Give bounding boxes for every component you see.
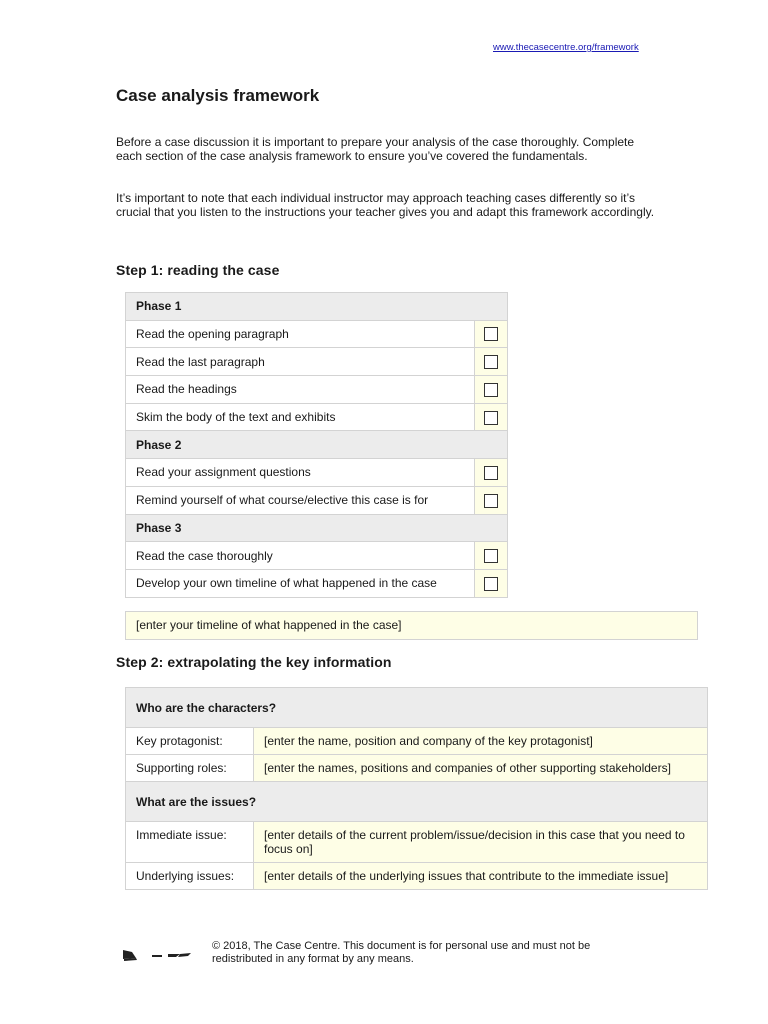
- checkbox[interactable]: [484, 383, 498, 397]
- case-centre-logo: [122, 948, 192, 962]
- checklist-item-label: Remind yourself of what course/elective this case is for: [126, 486, 475, 514]
- checkbox[interactable]: [484, 577, 498, 591]
- framework-url-link[interactable]: www.thecasecentre.org/framework: [493, 42, 639, 53]
- info-row: [126, 822, 708, 863]
- info-row: [126, 863, 708, 890]
- checkbox-cell: [475, 459, 508, 487]
- timeline-input-field[interactable]: [enter your timeline of what happened in the case]: [125, 611, 698, 640]
- intro-paragraph-2: It’s important to note that each individual instructor may approach teaching cases differently so it’s crucial that you listen to the instructions your teacher gives you and adapt this framework accordingly.: [116, 191, 655, 219]
- checklist-item-label: Develop your own timeline of what happened in the case: [126, 569, 475, 597]
- reading-checklist-table: [125, 292, 508, 598]
- phase-label: Phase 3: [126, 514, 508, 542]
- checklist-row: [126, 376, 508, 404]
- step2-heading: Step 2: extrapolating the key information: [116, 654, 392, 670]
- checklist-row: [126, 459, 508, 487]
- info-row: [126, 755, 708, 782]
- phase-row: [126, 514, 508, 542]
- checklist-item-label: Skim the body of the text and exhibits: [126, 403, 475, 431]
- underlying-issues-field[interactable]: [enter details of the underlying issues that contribute to the immediate issue]: [254, 863, 708, 890]
- checklist-row: [126, 348, 508, 376]
- key-information-table: [125, 687, 708, 890]
- checklist-row: [126, 569, 508, 597]
- immediate-issue-label: Immediate issue:: [126, 822, 254, 863]
- checkbox-cell: [475, 348, 508, 376]
- checkbox[interactable]: [484, 494, 498, 508]
- issues-header: What are the issues?: [126, 782, 708, 822]
- info-row: [126, 728, 708, 755]
- checkbox-cell: [475, 486, 508, 514]
- page-title: Case analysis framework: [116, 86, 320, 105]
- checkbox[interactable]: [484, 327, 498, 341]
- checklist-item-label: Read the case thoroughly: [126, 542, 475, 570]
- key-protagonist-label: Key protagonist:: [126, 728, 254, 755]
- step1-heading: Step 1: reading the case: [116, 262, 280, 278]
- checklist-row: [126, 486, 508, 514]
- checkbox[interactable]: [484, 466, 498, 480]
- checklist-item-label: Read the headings: [126, 376, 475, 404]
- phase-label: Phase 1: [126, 293, 508, 321]
- section-header-row: [126, 782, 708, 822]
- checkbox-cell: [475, 542, 508, 570]
- checkbox-cell: [475, 320, 508, 348]
- checkbox-cell: [475, 376, 508, 404]
- checklist-row: [126, 542, 508, 570]
- checkbox[interactable]: [484, 355, 498, 369]
- phase-label: Phase 2: [126, 431, 508, 459]
- immediate-issue-field[interactable]: [enter details of the current problem/issue/decision in this case that you need to focus on]: [254, 822, 708, 863]
- checklist-item-label: Read the opening paragraph: [126, 320, 475, 348]
- checklist-item-label: Read the last paragraph: [126, 348, 475, 376]
- supporting-roles-label: Supporting roles:: [126, 755, 254, 782]
- characters-header: Who are the characters?: [126, 688, 708, 728]
- underlying-issues-label: Underlying issues:: [126, 863, 254, 890]
- phase-row: [126, 293, 508, 321]
- intro-paragraph-1: Before a case discussion it is important to prepare your analysis of the case thoroughly. Complete each section of the case analysis framework to ensure you’ve covered the fundamentals.: [116, 135, 635, 163]
- section-header-row: [126, 688, 708, 728]
- copyright-notice: © 2018, The Case Centre. This document is for personal use and must not be redistributed in any format by any means.: [212, 940, 591, 965]
- key-protagonist-field[interactable]: [enter the name, position and company of the key protagonist]: [254, 728, 708, 755]
- checkbox[interactable]: [484, 549, 498, 563]
- checklist-row: [126, 403, 508, 431]
- phase-row: [126, 431, 508, 459]
- checklist-item-label: Read your assignment questions: [126, 459, 475, 487]
- checkbox-cell: [475, 569, 508, 597]
- checklist-row: [126, 320, 508, 348]
- checkbox-cell: [475, 403, 508, 431]
- supporting-roles-field[interactable]: [enter the names, positions and companies of other supporting stakeholders]: [254, 755, 708, 782]
- checkbox[interactable]: [484, 411, 498, 425]
